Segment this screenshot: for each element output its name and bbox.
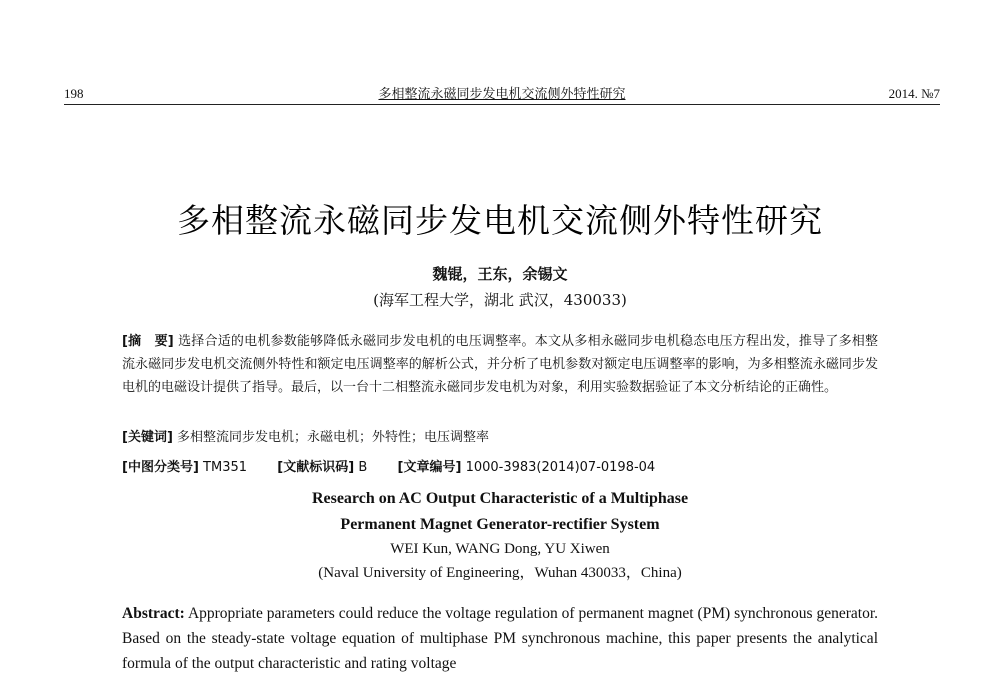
article-title: 多相整流永磁同步发电机交流侧外特性研究 (177, 201, 823, 240)
english-title (0, 486, 1000, 538)
english-title-line-2: Permanent Magnet Generator-rectifier System (340, 516, 660, 533)
abstract-text: 选择合适的电机参数能够降低永磁同步发电机的电压调整率。本文从多相永磁同步电机稳态电压方程出发，推导了多相整流永磁同步发电机交流侧外特性和额定电压调整率的解析公式，并分析了电机参数对额定电压调整率的影响，为多相整流永磁同步发电机的电磁设计提供了指导。最后，以一台十二相整流永磁同步发电机为对象，利用实验数据验证了本文分析结论的正确性。 (122, 334, 878, 395)
english-abstract-text: Appropriate parameters could reduce the voltage regulation of permanent magnet (PM) synchronous generator. Based on the steady-state voltage equation of multiphase PM synchronous machine, this paper presents the analytical formula of the output characteristic and rating voltage (122, 605, 878, 672)
english-affiliation: (Naval University of Engineering，Wuhan 430033，China) (318, 565, 682, 581)
clc-label: [中图分类号] (122, 460, 199, 475)
doc-code-value: B (358, 460, 368, 475)
clc-value: TM351 (203, 460, 248, 475)
abstract-label: [摘 要] (122, 334, 174, 349)
affiliation: (海军工程大学，湖北 武汉，430033) (373, 291, 627, 309)
english-abstract (122, 601, 878, 676)
keywords (122, 428, 878, 448)
article-number-value: 1000-3983(2014)07-0198-04 (465, 460, 656, 475)
classification-line (122, 458, 878, 478)
article-number-label: [文章编号] (397, 460, 462, 475)
keywords-label: [关键词] (122, 430, 173, 445)
english-title-line-1: Research on AC Output Characteristic of a Multiphase (311, 490, 689, 507)
running-title: 多相整流永磁同步发电机交流侧外特性研究 (378, 86, 626, 101)
english-abstract-label: Abstract: (122, 605, 185, 622)
issue-label: 2014. №7 (888, 86, 940, 101)
author-list: 魏锟，王东，余锡文 (432, 265, 568, 283)
keywords-text: 多相整流同步发电机；永磁电机；外特性；电压调整率 (177, 430, 490, 445)
chinese-abstract (122, 330, 878, 399)
english-authors: WEI Kun, WANG Dong, YU Xiwen (390, 541, 610, 557)
running-header (64, 86, 940, 105)
doc-code-label: [文献标识码] (277, 460, 355, 475)
page-number: 198 (64, 86, 84, 101)
